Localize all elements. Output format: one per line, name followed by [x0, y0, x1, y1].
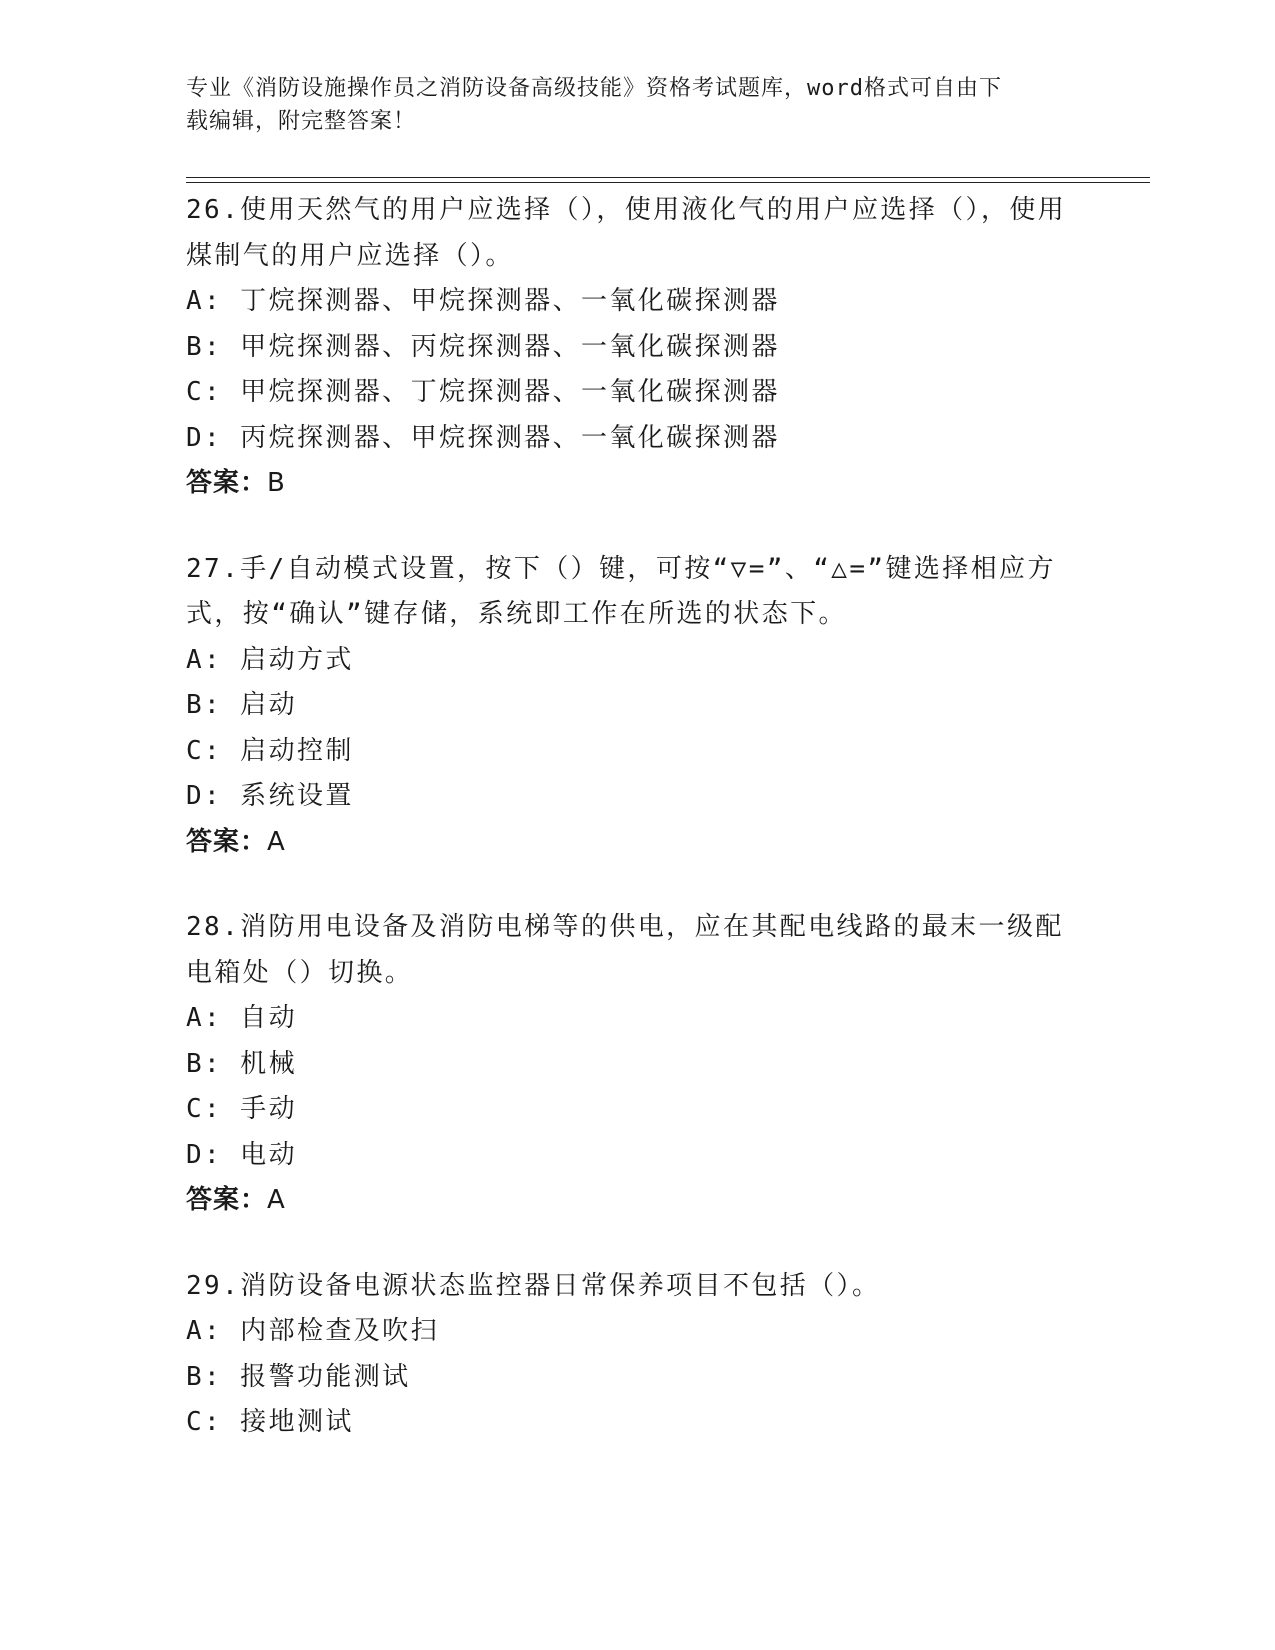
- option-a: [186, 638, 1086, 684]
- option-letter: C:: [186, 377, 223, 407]
- answer-value: B: [267, 468, 288, 498]
- question-text: 26.使用天然气的用户应选择（），使用液化气的用户应选择（），使用煤制气的用户应选择（）。: [186, 195, 1067, 271]
- question-text: 27.手/自动模式设置，按下（）键，可按“▽=”、“△=”键选择相应方式，按“确认”键存储，系统即工作在所选的状态下。: [186, 553, 1056, 629]
- answer-label: 答案：: [186, 1185, 268, 1215]
- option-c: [186, 729, 1086, 775]
- option-a: [186, 279, 1086, 325]
- option-text: 丙烷探测器、甲烷探测器、一氧化碳探测器: [240, 422, 780, 453]
- option-letter: A:: [186, 1316, 223, 1346]
- option-b: [186, 683, 1086, 729]
- option-text: 甲烷探测器、丙烷探测器、一氧化碳探测器: [240, 331, 780, 362]
- option-letter: A:: [186, 644, 223, 675]
- answer-value: A: [267, 826, 288, 857]
- option-text: 系统设置: [240, 781, 354, 811]
- option-a: [186, 1309, 1086, 1355]
- answer-value: A: [267, 1185, 288, 1215]
- option-letter: B:: [186, 690, 223, 720]
- option-text: 启动控制: [240, 735, 354, 766]
- option-letter: A:: [186, 286, 223, 316]
- option-text: 启动方式: [240, 644, 354, 675]
- option-b: [186, 325, 1086, 371]
- option-text: 手动: [240, 1094, 297, 1124]
- option-text: 接地测试: [240, 1407, 354, 1437]
- option-letter: D:: [186, 781, 223, 811]
- answer-line: [186, 461, 1086, 507]
- option-text: 启动: [240, 690, 297, 720]
- question-29: [186, 1264, 1086, 1446]
- header-divider-bottom: [186, 182, 1150, 183]
- option-letter: C:: [186, 735, 223, 766]
- option-d: [186, 1133, 1086, 1179]
- question-27: [186, 547, 1086, 866]
- answer-label: 答案：: [186, 826, 268, 857]
- answer-line: [186, 820, 1086, 866]
- option-letter: B:: [186, 1048, 223, 1079]
- option-text: 报警功能测试: [240, 1361, 411, 1392]
- header-divider-top: [186, 177, 1150, 178]
- option-text: 内部检查及吹扫: [240, 1316, 439, 1346]
- question-text: 28.消防用电设备及消防电梯等的供电，应在其配电线路的最末一级配电箱处（）切换。: [186, 912, 1064, 988]
- option-text: 机械: [240, 1048, 297, 1079]
- option-text: 电动: [240, 1139, 297, 1170]
- option-letter: D:: [186, 1139, 223, 1170]
- document-header: [186, 72, 1066, 138]
- option-a: [186, 996, 1086, 1042]
- question-28: [186, 905, 1086, 1224]
- header-line-1: 专业《消防设施操作员之消防设备高级技能》资格考试题库，word格式可自由下: [186, 76, 1002, 101]
- option-letter: C:: [186, 1407, 223, 1437]
- question-26: [186, 188, 1086, 507]
- option-c: [186, 1400, 1086, 1446]
- question-text: 29.消防设备电源状态监控器日常保养项目不包括（）。: [186, 1270, 881, 1301]
- option-text: 甲烷探测器、丁烷探测器、一氧化碳探测器: [240, 377, 780, 407]
- option-b: [186, 1042, 1086, 1088]
- option-text: 丁烷探测器、甲烷探测器、一氧化碳探测器: [240, 286, 780, 316]
- option-d: [186, 774, 1086, 820]
- header-line-2: 载编辑，附完整答案！: [186, 109, 417, 134]
- option-letter: B:: [186, 331, 223, 362]
- question-list: [186, 188, 1086, 1486]
- option-c: [186, 370, 1086, 416]
- option-c: [186, 1087, 1086, 1133]
- option-b: [186, 1355, 1086, 1401]
- answer-line: [186, 1178, 1086, 1224]
- option-letter: D:: [186, 422, 223, 453]
- option-letter: C:: [186, 1094, 223, 1124]
- option-letter: A:: [186, 1003, 223, 1033]
- answer-label: 答案：: [186, 468, 268, 498]
- option-text: 自动: [240, 1003, 297, 1033]
- option-letter: B:: [186, 1361, 223, 1392]
- option-d: [186, 416, 1086, 462]
